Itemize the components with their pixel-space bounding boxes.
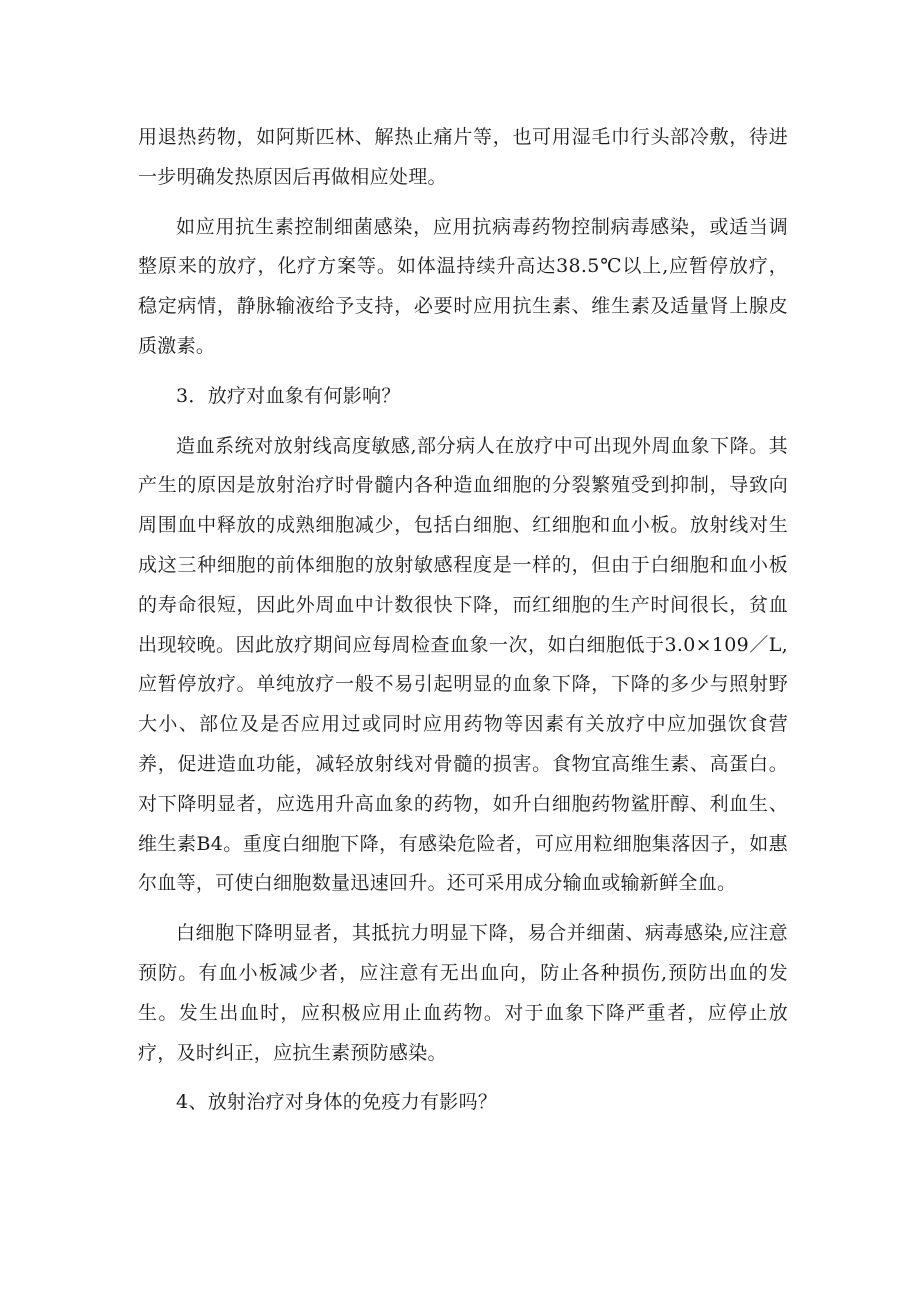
section-heading-3: 3．放疗对血象有何影响？ xyxy=(176,384,401,407)
document-body xyxy=(138,118,788,1133)
paragraph-blood-effects: 造血系统对放射线高度敏感,部分病人在放疗中可出现外周血象下降。其产生的原因是放射治疗时骨髓内各种造血细胞的分裂繁殖受到抑制，导致向周围血中释放的成熟细胞减少，包括白细胞、红细胞和血小板。放射线对生成这三种细胞的前体细胞的放射敏感程度是一样的，但由于白细胞和血小板的寿命很短，因此外周血中计数很快下降，而红细胞的生产时间很长，贫血出现较晚。因此放疗期间应每周检查血象一次，如白细胞低于3.0×109／L,应暂停放疗。单纯放疗一般不易引起明显的血象下降，下降的多少与照射野大小、部位及是否应用过或同时应用药物等因素有关放疗中应加强饮食营养，促进造血功能，减轻放射线对骨髓的损害。食物宜高维生素、高蛋白。对下降明显者，应选用升高血象的药物，如升白细胞药物鲨肝醇、利血生、维生素B4。重度白细胞下降，有感染危险者，可应用粒细胞集落因子，如惠尔血等，可使白细胞数量迅速回升。还可采用成分输血或输新鲜全血。 xyxy=(138,434,788,895)
paragraph-infection-control: 如应用抗生素控制细菌感染，应用抗病毒药物控制病毒感染，或适当调整原来的放疗，化疗方案等。如体温持续升高达38.5℃以上,应暂停放疗，稳定病情，静脉输液给予支持，必要时应用抗生素、维生素及适量肾上腺皮质激素。 xyxy=(138,215,788,357)
paragraph-leukopenia-prevention: 白细胞下降明显者，其抵抗力明显下降，易合并细菌、病毒感染,应注意预防。有血小板减少者，应注意有无出血向，防止各种损伤,预防出血的发生。发生出血时，应积极应用止血药物。对于血象下降严重者，应停止放疗，及时纠正，应抗生素预防感染。 xyxy=(138,922,788,1064)
paragraph-fever-treatment-continued: 用退热药物，如阿斯匹林、解热止痛片等，也可用湿毛巾行头部冷敷，待进一步明确发热原因后再做相应处理。 xyxy=(138,126,788,188)
section-heading-4: 4、放射治疗对身体的免疫力有影吗？ xyxy=(176,1091,498,1114)
